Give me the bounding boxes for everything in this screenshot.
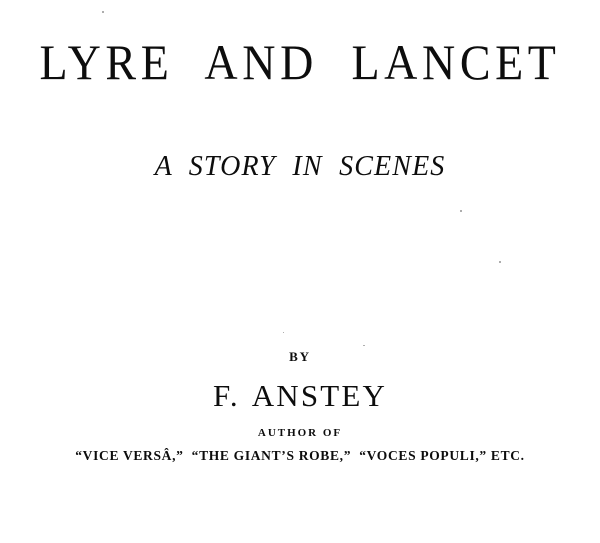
scan-speck [363, 345, 365, 346]
book-subtitle: A STORY IN SCENES [154, 151, 446, 182]
other-works-line: “VICE VERSÂ,” “THE GIANT’S ROBE,” “VOCES POPULI,” ETC. [75, 448, 525, 463]
book-title: LYRE AND LANCET [39, 34, 561, 90]
scan-speck [102, 11, 104, 13]
author-of-label: AUTHOR OF [257, 427, 343, 439]
scan-speck [460, 210, 462, 212]
scan-speck [499, 261, 501, 263]
scan-speck [283, 332, 284, 333]
byline-label: BY [289, 349, 311, 364]
author-name: F. ANSTEY [212, 378, 388, 413]
